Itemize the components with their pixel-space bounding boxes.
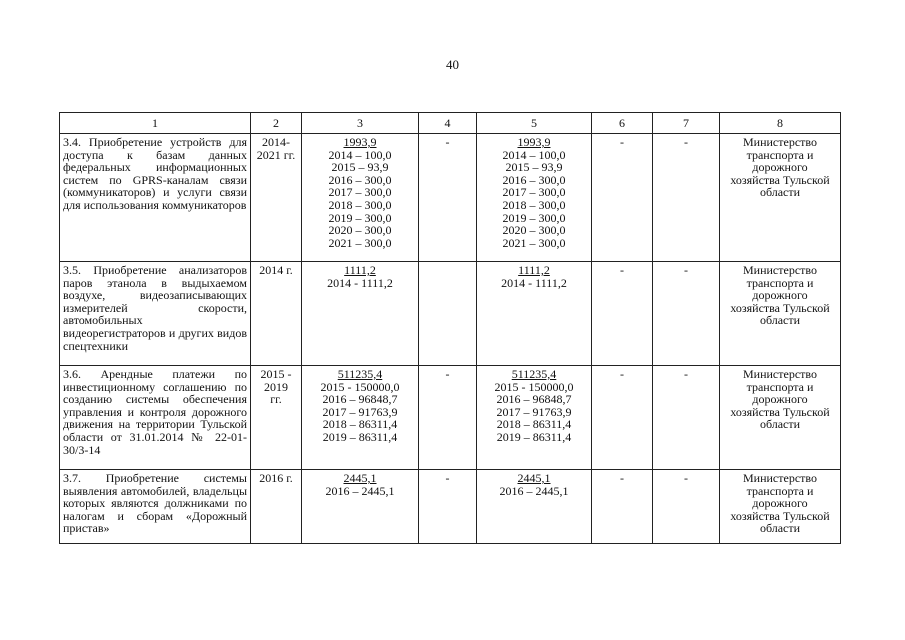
funding-total-cell: [302, 366, 419, 470]
column-header: 3: [302, 113, 419, 134]
column-header: 6: [592, 113, 653, 134]
funding-total-cell: [302, 262, 419, 366]
regional-year: 2016 – 96848,7: [496, 392, 572, 407]
other-sources-value: -: [684, 471, 688, 485]
activity-name-text: федеральных информационных: [63, 160, 247, 175]
page-number: 40: [446, 57, 459, 72]
responsible-org-text: дорожного: [752, 392, 808, 407]
regional-year: 2020 – 300,0: [502, 223, 566, 238]
period-text: 2014-: [262, 135, 290, 149]
other-sources-cell: [653, 134, 720, 262]
regional-year: 2015 – 93,9: [505, 160, 563, 175]
responsible-org-text: области: [759, 185, 801, 200]
regional-year: 2014 - 1111,2: [501, 275, 567, 290]
table-row: [60, 470, 841, 544]
activity-name-text: владельцы которых являются: [63, 483, 248, 511]
municipal-budget-cell: [592, 134, 653, 262]
funding-year: 2020 – 300,0: [328, 223, 392, 238]
funding-total-cell: [302, 470, 419, 544]
funding-year: 2017 – 91763,9: [322, 404, 398, 419]
activity-name-text: обеспечения управления и: [63, 392, 247, 419]
activity-name-cell: [60, 470, 251, 544]
activity-name-cell: [60, 262, 251, 366]
other-sources-cell: [653, 262, 720, 366]
municipal-budget-cell: [592, 470, 653, 544]
activity-name-text: 31.01.2014 № 22-01-30/3-14: [63, 429, 247, 457]
responsible-org-text: дорожного: [752, 288, 808, 303]
responsible-org-text: области: [759, 521, 801, 536]
responsible-org-text: Министерство: [743, 263, 817, 277]
responsible-org-cell: [720, 262, 841, 366]
responsible-org-text: хозяйства Тульской: [730, 172, 830, 187]
activity-name-text: 3.6. Арендные платежи по: [63, 367, 247, 381]
activity-name-text: должниками по налогам и сборам: [63, 496, 247, 523]
header-row: [60, 113, 841, 134]
activity-name-text: систем по GPRS-каналам связи: [63, 172, 247, 187]
activity-name-text: видов спецтехники: [63, 325, 247, 353]
funding-year: 2021 – 300,0: [328, 235, 392, 250]
regional-total: 1993,9: [517, 135, 551, 149]
period-cell: [251, 470, 302, 544]
funding-total: 1993,9: [343, 135, 377, 149]
other-sources-cell: [653, 470, 720, 544]
regional-year: 2014 – 100,0: [502, 147, 566, 162]
municipal-budget-cell: [592, 262, 653, 366]
activity-name-cell: [60, 366, 251, 470]
responsible-org-cell: [720, 134, 841, 262]
period-cell: [251, 366, 302, 470]
funding-total: 1111,2: [344, 263, 376, 277]
period-cell: [251, 134, 302, 262]
regional-year: 2018 – 300,0: [502, 197, 566, 212]
table-row: [60, 134, 841, 262]
funding-total: 511235,4: [337, 367, 383, 381]
responsible-org-text: хозяйства Тульской: [730, 300, 830, 315]
column-header: 5: [477, 113, 592, 134]
activity-name-text: выявления автомобилей,: [63, 483, 190, 498]
activity-name-text: 3.4. Приобретение устройств для: [63, 135, 247, 149]
column-header: 7: [653, 113, 720, 134]
column-header: 8: [720, 113, 841, 134]
municipal-budget-value: -: [620, 367, 624, 381]
period-text: 2016 г.: [259, 471, 293, 485]
activity-name-text: измерителей скорости,: [63, 300, 247, 315]
responsible-org-cell: [720, 470, 841, 544]
municipal-budget-value: -: [620, 471, 624, 485]
regional-year: 2016 – 300,0: [502, 172, 566, 187]
activity-name-text: для использования: [63, 197, 159, 212]
funding-year: 2016 – 300,0: [328, 172, 392, 187]
funding-year: 2015 – 93,9: [331, 160, 389, 175]
responsible-org-text: Министерство: [743, 135, 817, 149]
activity-name-text: контроля дорожного движения на: [63, 404, 247, 432]
federal-budget-cell: [419, 134, 477, 262]
regional-budget-cell: [477, 262, 592, 366]
federal-budget-value: -: [445, 135, 450, 149]
regional-year: 2015 - 150000,0: [494, 379, 574, 394]
activity-name-text: инвестиционному соглашению: [63, 379, 227, 394]
responsible-org-text: хозяйства Тульской: [730, 404, 830, 419]
federal-budget-cell: [419, 366, 477, 470]
activity-name-text: «Дорожный пристав»: [63, 508, 247, 536]
responsible-org-text: дорожного: [752, 496, 808, 511]
responsible-org-text: Министерство: [743, 471, 817, 485]
table-row: [60, 366, 841, 470]
activity-name-text: паров этанола в выдыхаемом: [63, 275, 247, 290]
activity-name-text: по созданию системы: [63, 379, 248, 407]
municipal-budget-value: -: [620, 263, 624, 277]
funding-year: 2019 – 86311,4: [322, 429, 398, 444]
activity-name-text: (коммуникаторов) и услуги связи: [63, 185, 247, 200]
regional-year: 2017 – 300,0: [502, 185, 566, 200]
period-text: 2021 гг.: [256, 147, 296, 162]
funding-year: 2016 – 2445,1: [325, 483, 395, 498]
regional-total: 2445,1: [517, 471, 551, 485]
responsible-org-text: транспорта и: [746, 483, 814, 498]
other-sources-value: -: [684, 367, 688, 381]
regional-total: 511235,4: [511, 367, 557, 381]
activity-name-text: территории Тульской области от: [63, 417, 248, 444]
funding-year: 2019 – 300,0: [328, 210, 392, 225]
period-text: 2014 г.: [259, 263, 293, 277]
period-cell: [251, 262, 302, 366]
regional-year: 2019 – 300,0: [502, 210, 566, 225]
responsible-org-text: Министерство: [743, 367, 817, 381]
activity-name-text: видеорегистраторов и других: [63, 325, 214, 340]
regional-year: 2021 – 300,0: [502, 235, 566, 250]
responsible-org-cell: [720, 366, 841, 470]
responsible-org-text: транспорта и: [746, 147, 814, 162]
regional-year: 2016 – 2445,1: [499, 483, 569, 498]
activity-name-text: воздухе, видеозаписывающих: [63, 288, 247, 303]
other-sources-cell: [653, 366, 720, 470]
responsible-org-text: области: [759, 313, 801, 328]
regional-total: 1111,2: [518, 263, 550, 277]
activity-name-text: автомобильных: [63, 313, 143, 328]
funding-year: 2017 – 300,0: [328, 185, 392, 200]
funding-total-cell: [302, 134, 419, 262]
table-row: [60, 262, 841, 366]
regional-budget-cell: [477, 366, 592, 470]
other-sources-value: -: [684, 135, 688, 149]
activity-name-text: 3.7. Приобретение системы: [63, 471, 247, 485]
responsible-org-text: транспорта и: [746, 275, 814, 290]
funding-year: 2018 – 300,0: [328, 197, 392, 212]
federal-budget-cell: [419, 470, 477, 544]
period-text: гг.: [270, 392, 282, 407]
activity-name-text: коммуникаторов: [161, 197, 247, 212]
federal-budget-cell: [419, 262, 477, 366]
activity-name-text: доступа к базам данных: [63, 147, 247, 162]
regional-budget-cell: [477, 134, 592, 262]
funding-total: 2445,1: [343, 471, 377, 485]
regional-year: 2019 – 86311,4: [496, 429, 572, 444]
period-text: 2019: [264, 379, 288, 394]
responsible-org-text: транспорта и: [746, 379, 814, 394]
column-header: 2: [251, 113, 302, 134]
responsible-org-text: области: [759, 417, 801, 432]
activity-name-text: 3.5. Приобретение анализаторов: [63, 263, 247, 277]
other-sources-value: -: [684, 263, 688, 277]
column-header: 1: [60, 113, 251, 134]
municipal-budget-cell: [592, 366, 653, 470]
funding-year: 2014 - 1111,2: [327, 275, 393, 290]
funding-year: 2014 – 100,0: [328, 147, 392, 162]
responsible-org-text: хозяйства Тульской: [730, 508, 830, 523]
regional-year: 2018 – 86311,4: [496, 417, 572, 432]
program-table: [59, 112, 841, 544]
regional-year: 2017 – 91763,9: [496, 404, 572, 419]
funding-year: 2015 - 150000,0: [320, 379, 400, 394]
federal-budget-value: -: [445, 471, 450, 485]
federal-budget-value: -: [445, 367, 450, 381]
municipal-budget-value: -: [620, 135, 624, 149]
regional-budget-cell: [477, 470, 592, 544]
period-text: 2015 -: [260, 367, 292, 381]
funding-year: 2018 – 86311,4: [322, 417, 398, 432]
column-header: 4: [419, 113, 477, 134]
activity-name-cell: [60, 134, 251, 262]
responsible-org-text: дорожного: [752, 160, 808, 175]
funding-year: 2016 – 96848,7: [322, 392, 398, 407]
